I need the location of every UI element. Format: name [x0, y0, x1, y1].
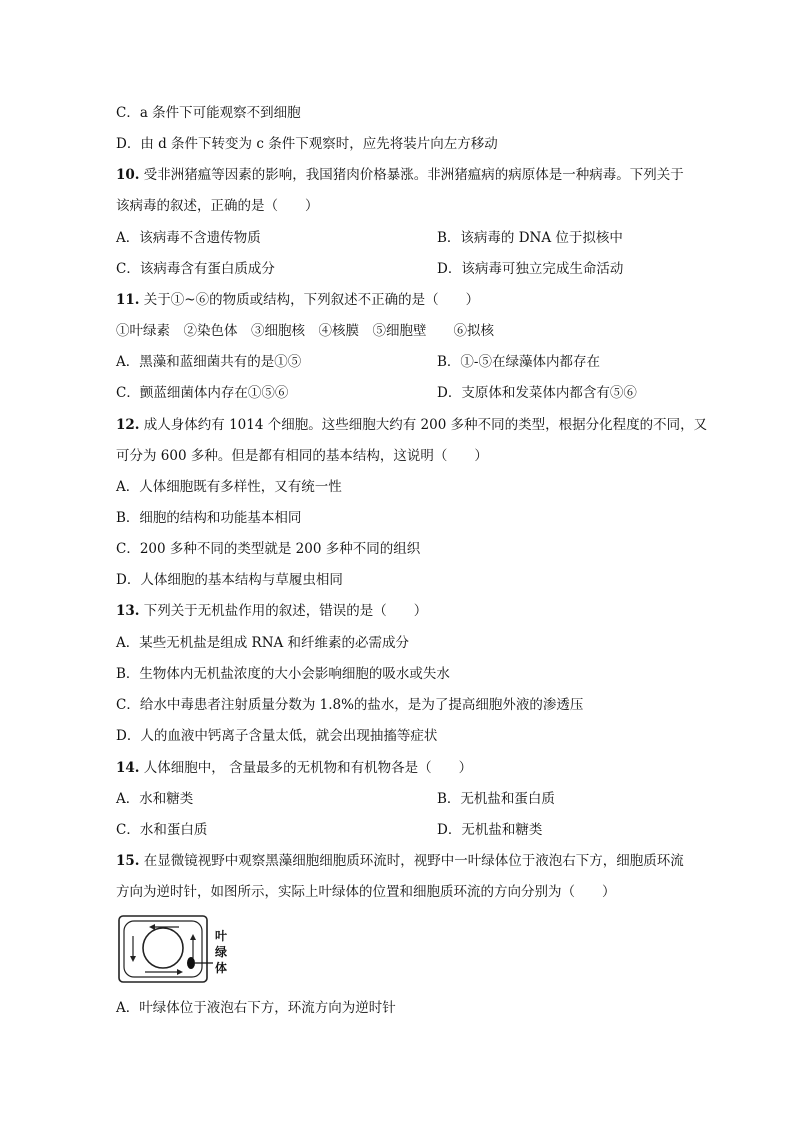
figure-label-2: 绿 [215, 945, 228, 959]
cell-diagram [117, 914, 243, 984]
arrow-left-icon [149, 924, 155, 930]
figure-label-3: 体 [215, 961, 228, 975]
question-number: 13. [116, 603, 140, 619]
chloroplast [187, 957, 195, 969]
option-10b: B．该病毒的 DNA 位于拟核中 [437, 230, 623, 246]
question-11 [116, 290, 479, 310]
option-9c: C．a 条件下可能观察不到细胞 [116, 105, 301, 121]
option-14b: B．无机盐和蛋白质 [437, 791, 555, 807]
option-14a: A．水和糖类 [116, 791, 194, 807]
figure-label-1: 叶 [215, 929, 228, 943]
option-11b: B．①-⑤在绿藻体内都存在 [437, 354, 600, 370]
vacuole [143, 928, 183, 968]
option-14d: D．无机盐和糖类 [437, 822, 543, 838]
option-13b: B．生物体内无机盐浓度的大小会影响细胞的吸水或失水 [116, 666, 450, 682]
question-text: 关于①~⑥的物质或结构，下列叙述不正确的是（ ） [143, 292, 480, 308]
option-10a: A．该病毒不含遗传物质 [116, 230, 261, 246]
option-12d: D．人体细胞的基本结构与草履虫相同 [116, 572, 343, 588]
arrow-up-icon [190, 934, 196, 940]
option-13d: D．人的血液中钙离子含量太低，就会出现抽搐等症状 [116, 728, 438, 744]
option-10c: C．该病毒含有蛋白质成分 [116, 261, 275, 277]
question-14 [116, 758, 472, 778]
option-11c: C．颤蓝细菌体内存在①⑤⑥ [116, 385, 289, 401]
question-number: 14. [116, 760, 140, 776]
option-15a: A．叶绿体位于液泡右下方，环流方向为逆时针 [116, 1000, 396, 1016]
option-12a: A．人体细胞既有多样性，又有统一性 [116, 479, 342, 495]
question-15 [116, 851, 684, 871]
option-10d: D．该病毒可独立完成生命活动 [437, 261, 624, 277]
question-number: 12. [116, 417, 140, 433]
question-15-cont: 方向为逆时针，如图所示，实际上叶绿体的位置和细胞质环流的方向分别为（ ） [116, 884, 616, 900]
question-number: 15. [116, 853, 140, 869]
option-11d: D．支原体和发菜体内都含有⑤⑥ [437, 385, 637, 401]
question-number: 10. [116, 167, 140, 183]
option-12b: B．细胞的结构和功能基本相同 [116, 510, 302, 526]
question-text: 人体细胞中， 含量最多的无机物和有机物各是（ ） [143, 760, 473, 776]
question-11-items: ①叶绿素 ②染色体 ③细胞核 ④核膜 ⑤细胞壁 ⑥拟核 [116, 323, 494, 339]
option-13c: C．给水中毒患者注射质量分数为 1.8%的盐水，是为了提高细胞外液的渗透压 [116, 697, 584, 713]
question-text: 下列关于无机盐作用的叙述，错误的是（ ） [143, 603, 428, 619]
option-14c: C．水和蛋白质 [116, 822, 208, 838]
arrow-down-icon [130, 956, 136, 962]
question-number: 11. [116, 292, 140, 308]
arrow-right-icon [177, 969, 183, 975]
option-9d: D．由 d 条件下转变为 c 条件下观察时，应先将装片向左方移动 [116, 136, 498, 152]
question-13 [116, 601, 427, 621]
question-10 [116, 165, 684, 185]
question-12 [116, 415, 707, 435]
option-11a: A．黑藻和蓝细菌共有的是①⑤ [116, 354, 302, 370]
option-13a: A．某些无机盐是组成 RNA 和纤维素的必需成分 [116, 635, 410, 651]
question-10-cont: 该病毒的叙述，正确的是（ ） [116, 198, 319, 214]
option-12c: C．200 多种不同的类型就是 200 多种不同的组织 [116, 541, 421, 557]
question-text: 成人身体约有 1014 个细胞。这些细胞大约有 200 多种不同的类型，根据分化程度的不同，又 [143, 417, 708, 433]
question-text: 受非洲猪瘟等因素的影响，我国猪肉价格暴涨。非洲猪瘟病的病原体是一种病毒。下列关于 [143, 167, 684, 183]
question-text: 在显微镜视野中观察黑藻细胞细胞质环流时，视野中一叶绿体位于液泡右下方，细胞质环流 [143, 853, 684, 869]
question-12-cont: 可分为 600 多种。但是都有相同的基本结构，这说明（ ） [116, 448, 488, 464]
